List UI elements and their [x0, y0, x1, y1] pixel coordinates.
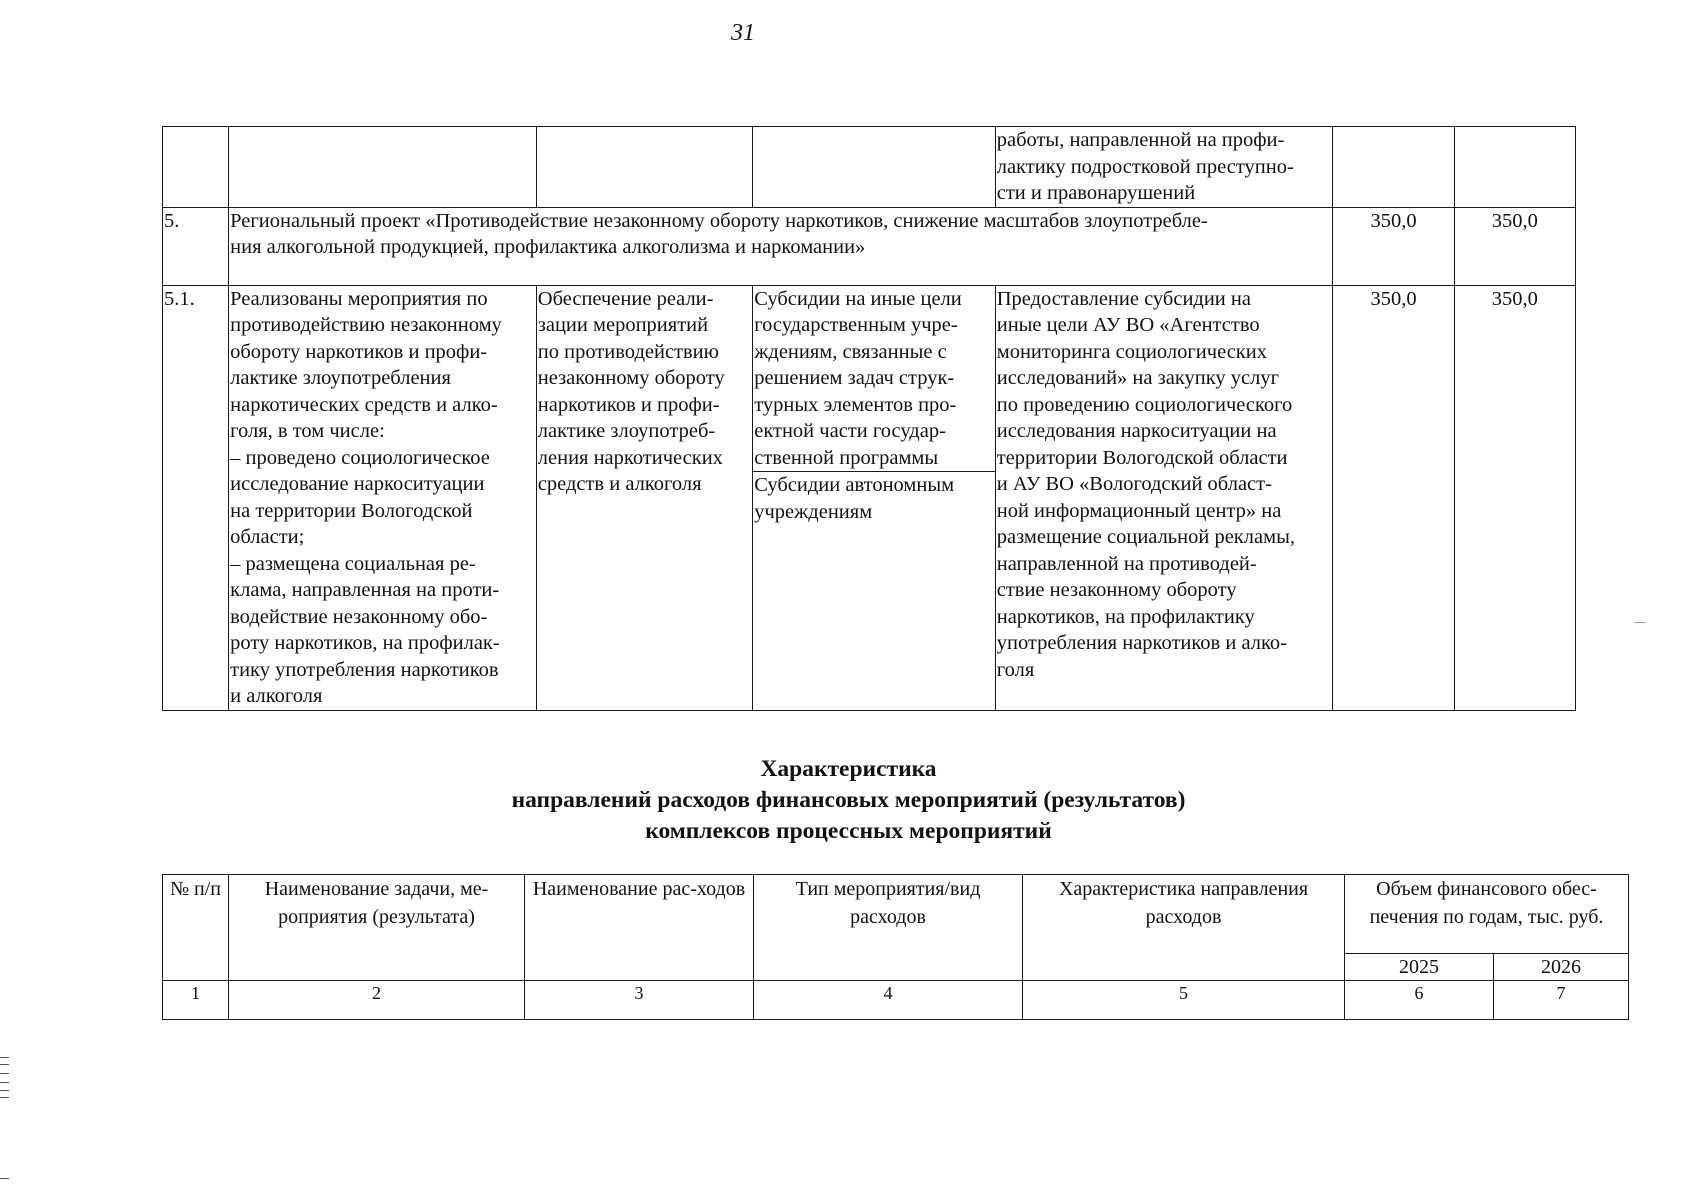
project-number: 5. [163, 207, 229, 285]
text-line: ления наркотических [537, 446, 723, 469]
text-line: территории Вологодской области [996, 446, 1288, 469]
text-line: размещение социальной рекламы, [996, 526, 1295, 548]
table-row-project [163, 207, 1576, 285]
text-line: по проведению социологического [996, 393, 1293, 416]
subsidy-type-block [753, 286, 995, 473]
column-number: 1 [163, 981, 229, 1020]
item-number: 5.1. [163, 285, 229, 710]
text-line: клама, направленная на проти- [230, 579, 500, 601]
header-funding: Объем финансового обес-печения по годам, тыс. руб. [1345, 875, 1629, 954]
margin-mark [1634, 622, 1646, 623]
header-year-2026: 2026 [1494, 954, 1629, 981]
characteristics-table [162, 874, 1629, 1020]
text-line: незаконному обороту [537, 367, 725, 389]
header-task-name: Наименование задачи, ме-роприятия (результата) [229, 875, 525, 981]
text-line: средств и алкоголя [537, 473, 702, 495]
text-line: иные цели АУ ВО «Агентство [996, 314, 1260, 336]
section-heading [0, 754, 1697, 847]
text-line: на территории Вологодской [230, 499, 473, 522]
text-line: – проведено социологическое [230, 446, 490, 469]
text-line: противодействию незаконному [230, 314, 502, 336]
text-line: ния алкогольной продукцией, профилактика алкоголизма и наркомании» [230, 236, 866, 258]
text-line: ной информационный центр» на [996, 499, 1282, 522]
text-line: работы, направленной на профи- [996, 129, 1285, 151]
column-number-row [163, 981, 1629, 1020]
text-line: роту наркотиков, на профилак- [230, 632, 500, 654]
text-line: ствие незаконному обороту [996, 579, 1237, 601]
margin-mark [0, 1097, 9, 1098]
text-line: направленной на противодей- [996, 552, 1257, 575]
project-2026: 350,0 [1454, 207, 1575, 285]
margin-mark [0, 1057, 9, 1058]
item-characteristic [995, 285, 1333, 710]
cell-expense-name [536, 127, 752, 208]
project-title [229, 207, 1333, 285]
text-line: Обеспечение реали- [537, 287, 714, 310]
text-line: Реализованы мероприятия по [230, 287, 488, 310]
cell-type [753, 127, 996, 208]
cell-characteristic [995, 127, 1333, 208]
text-line: тику употребления наркотиков [230, 658, 499, 681]
cell-2025 [1333, 127, 1454, 208]
text-line: исследования наркоситуации на [996, 420, 1277, 442]
text-line: лактику подростковой преступно- [996, 155, 1294, 178]
heading-line: направлений расходов финансовых мероприятий (результатов) [511, 787, 1186, 813]
text-line: области; [230, 526, 305, 548]
margin-mark [0, 1082, 9, 1083]
header-type: Тип мероприятия/вид расходов [754, 875, 1023, 981]
text-line: Предоставление субсидии на [996, 287, 1251, 310]
text-line: сти и правонарушений [996, 182, 1196, 204]
header-num: № п/п [163, 875, 229, 981]
expense-kind-block [754, 472, 994, 525]
text-line: по противодействию [537, 340, 719, 363]
text-line: ектной части государ- [754, 420, 946, 442]
text-line: наркотических средств и алко- [230, 393, 498, 416]
cell-result [229, 127, 537, 208]
table-row-5-1 [163, 285, 1576, 710]
heading-line: комплексов процессных мероприятий [645, 818, 1052, 844]
text-line: Субсидии на иные цели [754, 287, 962, 310]
margin-mark [0, 1178, 9, 1179]
cell-2026 [1454, 127, 1575, 208]
text-line: и алкоголя [230, 685, 323, 707]
column-number: 2 [229, 981, 525, 1020]
text-line: голя [996, 658, 1035, 681]
project-2025: 350,0 [1333, 207, 1454, 285]
text-line: ственной программы [754, 446, 939, 469]
text-line: Субсидии автономным [754, 474, 955, 496]
text-line: зации мероприятий [537, 314, 709, 336]
header-characteristic: Характеристика направления расходов [1023, 875, 1345, 981]
margin-mark [0, 1090, 9, 1091]
text-line: исследование наркоситуации [230, 473, 485, 495]
margin-mark [0, 1064, 9, 1065]
text-line: Региональный проект «Противодействие незаконному обороту наркотиков, снижение масштабов злоупотребле- [230, 209, 1208, 232]
expense-table-continuation [162, 126, 1576, 711]
header-year-2025: 2025 [1345, 954, 1494, 981]
table-row [163, 127, 1576, 208]
item-expense-name [536, 285, 752, 710]
margin-mark [0, 1073, 9, 1074]
header-row [163, 875, 1629, 954]
text-line: турных элементов про- [754, 393, 957, 416]
text-line: наркотиков, на профилактику [996, 605, 1255, 628]
text-line: государственным учре- [754, 314, 958, 336]
item-type [753, 285, 996, 710]
cell-num [163, 127, 229, 208]
text-line: обороту наркотиков и профи- [230, 340, 488, 363]
text-line: лактике злоупотребления [230, 367, 451, 389]
item-2025: 350,0 [1333, 285, 1454, 710]
column-number: 3 [525, 981, 754, 1020]
text-line: ждениям, связанные с [754, 340, 947, 363]
text-line: решением задач струк- [754, 367, 955, 389]
heading-line: Характеристика [760, 756, 937, 782]
column-number: 4 [754, 981, 1023, 1020]
column-number: 7 [1494, 981, 1629, 1020]
column-number: 5 [1023, 981, 1345, 1020]
text-line: мониторинга социологических [996, 340, 1267, 363]
text-line: лактике злоупотреб- [537, 420, 716, 442]
text-line: исследований» на закупку услуг [996, 367, 1279, 389]
item-result [229, 285, 537, 710]
text-line: наркотиков и профи- [537, 393, 720, 416]
text-line: водействие незаконному обо- [230, 605, 488, 628]
page-number: 31 [731, 20, 755, 46]
text-line: – размещена социальная ре- [230, 552, 476, 575]
text-line: употребления наркотиков и алко- [996, 632, 1287, 654]
text-line: и АУ ВО «Вологодский област- [996, 473, 1272, 495]
header-expense-name: Наименование рас-ходов [525, 875, 754, 981]
text-line: учреждениям [754, 500, 873, 523]
text-line: голя, в том числе: [230, 420, 385, 442]
column-number: 6 [1345, 981, 1494, 1020]
item-2026: 350,0 [1454, 285, 1575, 710]
